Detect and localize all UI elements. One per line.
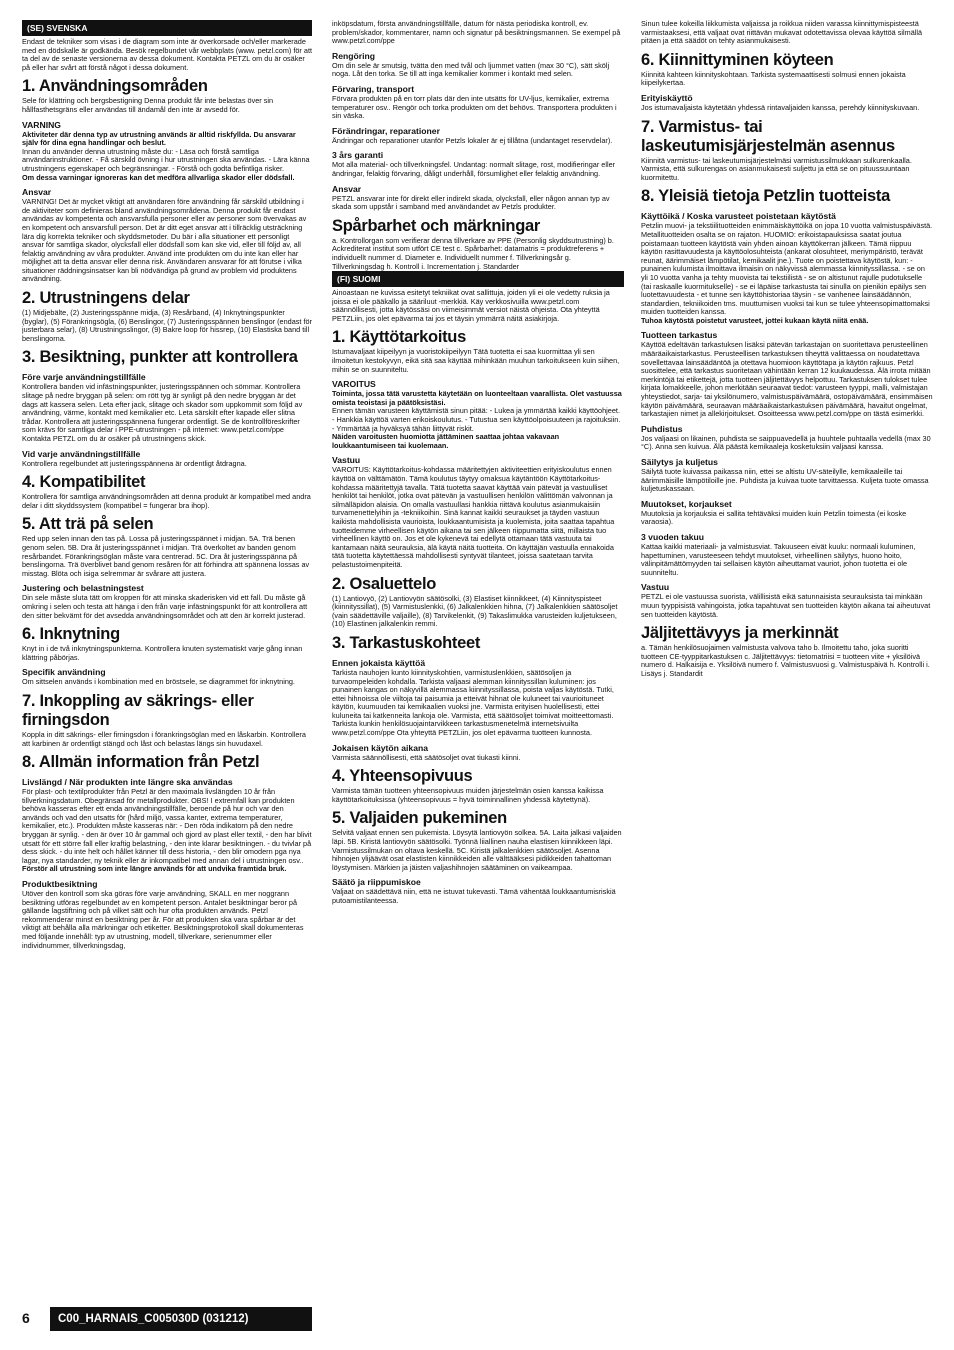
- paragraph: Kontrollera banden vid infästningspunkter, justeringsspännen och sömmar. Kontrollera slitage på nedre bryggan på selen: om rött tyg är synligt på den nedre bryggan är det dags att kassera selen. Leta efter jack, slitage och skador som uppkommit som följd av användning, värme, kontakt med kemikalier etc. Leta särskilt efter kapade eller slitna trådar. Kontrollera att justeringsspännena fungerar ordentligt. Se de kontrollföreskrifter som krävs för samtliga delar i PPE-utrustningen - på internet: www.petzl.com/ppe Kontakta PETZL om du är osäker på utrustningens skick.: [22, 382, 303, 443]
- page-number: 6: [22, 1310, 30, 1326]
- section-heading: 3. Besiktning, punkter att kontrollera: [22, 348, 298, 367]
- paragraph: Kattaa kaikki materiaali- ja valmistusviat. Takuuseen eivät kuulu: normaali kuluminen, hapettuminen, varusteeseen tehdyt muutokset, virheellinen säilytys, huono hoito, välinpitämättömyyden tai sellaisen käytön aiheuttamat vauriot, johon tuotetta ei ole suunniteltu.: [641, 541, 916, 577]
- section-heading: 4. Kompatibilitet: [22, 473, 146, 492]
- subheading: Vid varje användningstillfälle: [22, 448, 141, 459]
- section-heading: 8. Allmän information från Petzl: [22, 753, 260, 772]
- section-heading: 1. Käyttötarkoitus: [332, 328, 466, 347]
- paragraph: För plast- och textilprodukter från Petzl är den maximala livslängden 10 år från tillverkningsdatum. Obegränsad för metallprodukter. OBS! I extremfall kan produkten behöva kasseras efter ett enda användningstillfälle, beroende på hur och var den används och vad den utsatts för (hård miljö, vassa kanter, extrema temperaturer, kemikalier, etc.). Produkten måste kasseras när: - Den röda indikatorn på den nedre bryggan är synlig. - den är över 10 år gammal och gjord av plast eller textil, - den har blivit utsatt för ett större fall eller kraftig belastning, - den inte klarar besiktningen. - du tvivlar på dess skick. - du inte helt och hållet känner till dess historia, - den blir omodern pga nya lagar, nya standarder, ny teknik eller är inkompatibel med annan del i utrustningen osv..: [22, 787, 312, 865]
- paragraph: Valjaat on säädettävä niin, että ne istuvat tukevasti. Tämä vähentää loukkaantumisriskiä putoamistilanteessa.: [332, 887, 616, 905]
- paragraph: Jos valjaasi on likainen, puhdista se saippuavedellä ja huuhtele puhtaalla vedellä (max 30 °C). Anna sen kuivua. Älä päästä kemikaaleja kosketuksiin valjaasi kanssa.: [641, 433, 931, 452]
- section-heading: 6. Inknytning: [22, 625, 120, 644]
- paragraph: Käyttöä edeltävän tarkastuksen lisäksi pätevän tarkastajan on suoritettava perusteellinen määräaikaistarkastus. Perusteellisen tarkastuksen tiheyttä valittaessa on noudatettava sovellettavaa lainsäädäntöä ja otettava huomioon käyttötapa ja käytön rajkuus. Petzl suosittelee, että tarkastus suoritetaan vähintään kerran 12 kuukaudessa. Älä irrota mitään merkintöjä tai etikettejä, jotta tuotteen jäljitettävyys helpottuu. Tarkastuksen tulokset tulee kirjata lomakkeelle, johon merkitään seuraavat tiedot: varusteen tyyppi, malli, valmistajan yhteystiedot, sarja- tai yksilönumero, valmistuspäivämäärä, ostopäivämäärä, ensimmäisen käytön päivämäärä, seuraavan määräaikaistarkastuksen päivämäärä, havaitut ongelmat, tarkastajien nimet ja allekirjoitukset. Osoitteessa www.petzl.com/ppe on tästä esimerkki.: [641, 340, 933, 419]
- paragraph: Sele för klättring och bergsbestigning Denna produkt får inte belastas över sin hållfasthetsgräns eller användas till ändamål den inte är avsedd för.: [22, 96, 274, 114]
- paragraph: Sinun tulee kokeilla liikkumista valjaissa ja roikkua niiden varassa kiinnittymispisteestä varmistaaksesi, että valjaat ovat riittävän mukavat odotettavissa olevaa käyttöä silmällä pitäen ja että säädöt on tehty asianmukaisesti.: [641, 20, 923, 46]
- paragraph: Din sele måste sluta tätt om kroppen för att minska skaderisken vid ett fall. Du måste gå omkring i selen och testa att hänga i den från varje infästningspunkt för att kontrollera att den sitter bekvämt för det avsedda användningsområdet och att den är korrekt justerad.: [22, 593, 308, 620]
- paragraph: PETZL ansvarar inte för direkt eller indirekt skada, olycksfall, eller någon annan typ av skada som uppstår i samband med användandet av Petzls produkter.: [332, 193, 610, 212]
- paragraph: Förvara produkten på en torr plats där den inte utsätts för UV-ljus, kemikalier, extrema temperaturer osv.. Rengör och torka produkten om det behövs. Transportera produkten i sin väska.: [332, 93, 617, 121]
- subheading: Ennen jokaista käyttöä: [332, 657, 426, 668]
- paragraph: Knyt in i de två inknytningspunkterna. Kontrollera knuten systematiskt varje gång innan klättring påbörjas.: [22, 644, 303, 662]
- bold-paragraph: Tuhoa käytöstä poistetut varusteet, jottei kukaan käytä niitä enää.: [641, 315, 869, 325]
- subheading: Säätö ja riippumiskoe: [332, 877, 421, 888]
- subheading: Justering och belastningstest: [22, 583, 144, 594]
- section-heading: 2. Utrustningens delar: [22, 289, 190, 308]
- section-heading: Spårbarhet och märkningar: [332, 216, 540, 235]
- section-heading: 2. Osaluettelo: [332, 574, 437, 593]
- subheading: VARNING: [22, 119, 61, 130]
- document-code: C00_HARNAIS_C005030D (031212): [50, 1307, 312, 1331]
- paragraph: Varmista säännöllisesti, että säätösoljet ovat tiukasti kiinni.: [332, 752, 521, 762]
- column-middle: [332, 20, 624, 906]
- subheading: 3 års garanti: [332, 150, 384, 161]
- subheading: Säilytys ja kuljetus: [641, 457, 718, 467]
- paragraph: Jos istumavaljaista käytetään yhdessä rintavaljaiden kanssa, perehdy kiinnityskuvaan.: [641, 102, 920, 112]
- subheading: Puhdistus: [641, 423, 683, 434]
- paragraph: Kontrollera för samtliga användningsområden att denna produkt är kompatibel med andra delar i ditt skyddssystem (kompatibel = fungerar bra ihop).: [22, 492, 311, 510]
- paragraph: Kontrollera regelbundet att justeringsspännena är ordentligt åtdragna.: [22, 458, 247, 468]
- bold-paragraph: Förstör all utrustning som inte längre används för att undvika framtida bruk.: [22, 864, 287, 874]
- subheading: Förvaring, transport: [332, 83, 415, 94]
- paragraph: Koppla in ditt säkrings- eller firningsdon i förankringsöglan med en låskarbin. Kontrollera att karbinen är ordentligt stängd och låst och belastas längs sin huvudaxel.: [22, 729, 306, 748]
- paragraph: inköpsdatum, första användningstillfälle, datum för nästa periodiska kontroll, ev. problem/skador, kommentarer, namn och signatur på besiktningsmannen. Se exempel på www.petzl.com/ppe: [332, 20, 621, 46]
- subheading: Tuotteen tarkastus: [641, 330, 718, 341]
- paragraph: PETZL ei ole vastuussa suorista, välillisistä eikä satunnaisista seurauksista tai minkään muun tyyppisistä vahingoista, jotka tapahtuvat sen tuotteiden käytön aikana tai aiheutuvat sen tuotteiden käytöstä.: [641, 592, 931, 619]
- section-heading: 1. Användningsområden: [22, 77, 208, 96]
- paragraph: Selvitä valjaat ennen sen pukemista. Löysytä lantiovyön solkea. 5A. Laita jalkasi valjaiden läpi. 5B. Kiristä lantiovyön säätösolki. Työnnä liiallinen nauha elastisen kiinnikkeen läpi. Varmistussilmukan on oltava keskellä. 5C. Kiristä jalkalenkkien säätösoljet. Asenna hihnojen ylijäävät osat elastisten kiinnikkeiden alle välttääksesi pidikkeiden tahattoman löystymisen. Märkien ja jäisten valjashihnojen säätäminen on vaikeampaa.: [332, 828, 622, 872]
- section-heading: 8. Yleisiä tietoja Petzlin tuotteista: [641, 187, 891, 206]
- subheading: Livslängd / När produkten inte längre ska användas: [22, 777, 233, 788]
- page-footer: [22, 1307, 312, 1331]
- language-header: (FI) SUOMI: [332, 271, 624, 287]
- section-heading: 3. Tarkastuskohteet: [332, 633, 481, 652]
- paragraph: Om sittselen används i kombination med en bröstsele, se diagrammet för inknytning.: [22, 677, 295, 687]
- subheading: Jokaisen käytön aikana: [332, 742, 429, 753]
- section-heading: 6. Kiinnittyminen köyteen: [641, 50, 834, 69]
- subheading: Käyttöikä / Koska varusteet poistetaan käytöstä: [641, 211, 836, 222]
- paragraph: a. Tämän henkilösuojaimen valmistusta valvova taho b. Ilmoitettu taho, joka suoritti tuotteen CE-tyyppitarkastuksen c. Jäljitettävyys: tietomatriisi = tuotteen viite + yksilöivä numero d. Halkaisija e. Yksilöivä numero f. Valmistusvuosi g. Valmistuspäivä h. Kontrolli i. Lisäys j. Standardit: [641, 643, 930, 678]
- paragraph: Endast de tekniker som visas i de diagram som inte är överkorsade och/eller markerade med en dödskalle är godkända. Besök regelbundet vår webbplats (www. petzl.com) för att ta del av de senaste versionerna av dessa dokument. Kontakta PETZL om du är osäker på eller har svårt att förstå något i dessa dokument.: [22, 37, 312, 72]
- section-heading: Jäljitettävyys ja merkinnät: [641, 624, 839, 643]
- paragraph: Istumavaljaat kiipeilyyn ja vuoristokiipeilyyn Tätä tuotetta ei saa kuormittaa yli sen ilmoitetun kestokyvyn, eikä sitä saa käyttää mihinkään muuhun tarkoitukseen kuin siihen, mihin se on suunniteltu.: [332, 347, 620, 374]
- section-heading: 5. Valjaiden pukeminen: [332, 809, 507, 828]
- subheading: Förändringar, reparationer: [332, 125, 440, 136]
- paragraph: Säilytä tuote kuivassa paikassa niin, ettei se altistu UV-säteilylle, kemikaaleille tai äärimmäisille lämpötiloille jne. Puhdista ja kuivaa tuote tarvittaessa. Kuljeta tuote omassa kuljetuskassaan.: [641, 467, 929, 494]
- subheading: Ansvar: [332, 183, 362, 194]
- bold-paragraph: Toiminta, jossa tätä varustetta käytetään on luonteeltaan vaarallista. Olet vastuussa omista teoistasi ja päätöksistäsi.: [332, 389, 622, 407]
- subheading: Muutokset, korjaukset: [641, 498, 732, 509]
- paragraph: Varmista tämän tuotteen yhteensopivuus muiden järjestelmän osien kanssa kaikissa käyttötarkoituksissa (yhteensopivuus = hyvä toiminnallinen yhdessä käytettynä).: [332, 786, 604, 804]
- subheading: Ansvar: [22, 187, 52, 198]
- language-header: (SE) SVENSKA: [22, 20, 312, 36]
- subheading: Rengöring: [332, 50, 375, 61]
- paragraph: Ennen tämän varusteen käyttämistä sinun pitää: - Lukea ja ymmärtää kaikki käyttöohjeet. - Hankkia käyttöä varten erikoiskoulutus. - Tutustua sen käyttöolpoisuuteen ja rajoituksiin. - Ymmärtää ja hyväksyä tähän liittyvät riskit.: [332, 406, 621, 433]
- bold-paragraph: Aktiviteter där denna typ av utrustning används är alltid riskfyllda. Du ansvarar själv för dina egna handlingar och beslut.: [22, 129, 296, 148]
- paragraph: Kiinnitä kahteen kiinnityskohtaan. Tarkista systemaattisesti solmusi ennen jokaista kiipeilykertaa.: [641, 69, 906, 88]
- paragraph: VAROITUS: Käyttötarkoitus-kohdassa määritettyjen aktiviteettien erityiskoulutus ennen käyttöä on välttämätön. Tämä koulutus täytyy omaksua käytäntöön Käyttötarkoitus-kohdassa määritettyjä tavalla. Tätä tuotetta saavat käyttää vain pätevät ja vastuulliset henkilöt tai henkilöt, jotka ovat pätevän ja vastuullisen henkilön välittömän valvonnan ja silmälläpidon alaisia. On omalla vastuullasi hankkia riittävä koulutus asianmukaisiin turvamenettelyihin ja -tekniikoihin. Sinä kannat kaikki seuraukset ja täyden vastuun kaikista mahdollisista vaurioista, loukkaantumisista ja kuolemista, joita saattaa tapahtua tuotteidemme virheellisen käytön aikana tai sen jälkeen riippumatta siitä, millaista tuo virheellinen käyttö on. Jos et ole kykenevä tai edellytä ottamaan tätä vastuuta tai kantamaan näitä seurauksia, älä käytä näitä tuotteita. On käyttäjän vastuulla ennakoida tätä tuotetta käytettäessä mahdollisesti syntyvät tilanteet, joissa saatetaan tarvita pelastustoimenpiteitä.: [332, 465, 615, 569]
- paragraph: Red upp selen innan den tas på. Lossa på justeringsspännet i midjan. 5A. Trä benen genom selen. 5B. Dra åt justeringsspännet i midjan. Trä överkoltet av banden genom resårbandet. Förankringsöglan måste vara centrerad. 5C. Dra åt justeringsspänna på benslingorna. Trä överblivet band genom resåren för att förhindra att spännena lossas av misstag. Blöta och isiga selremmar är svårare att justera.: [22, 534, 310, 578]
- subheading: VAROITUS: [332, 379, 376, 390]
- paragraph: a. Kontrollorgan som verifierar denna tillverkare av PPE (Personlig skyddsutrustning) b. Ackrediterat institut som utfört CE test c. Spårbarhet: datamatris = produktreferens + individuellt nummer d. Diameter e. Individuellt nummer f. Tillverkningsår g. Tillverkningsdag h. Kontroll i. Incrementation j. Standarder: [332, 235, 614, 271]
- paragraph: Muutoksia ja korjauksia ei sallita tehtäväksi muiden kuin Petzlin toimesta (ei koske varaosia).: [641, 508, 907, 527]
- bold-paragraph: Näiden varoitusten huomiotta jättäminen saattaa johtaa vakavaan loukkaantumiseen tai kuolemaan.: [332, 432, 560, 450]
- subheading: Före varje användningstillfälle: [22, 372, 146, 383]
- subheading: Produktbesiktning: [22, 879, 98, 890]
- section-heading: 7. Varmistus- tai laskeutumisjärjestelmän asennus: [641, 117, 895, 155]
- paragraph: Innan du använder denna utrustning måste du: - Läsa och förstå samtliga användarinstruktioner. - Få särskild övning i hur utrustningen ska användas. - Lära känna utrustningens egenskaper och begränsningar. - Förstå och godta befintliga risker.: [22, 146, 310, 173]
- paragraph: Kiinnitä varmistus- tai laskeutumisjärjestelmäsi varmistussilmukkaan sulkurenkaalla. Varmista, että sulkurengas on asianmukaisesti suljettu ja että se on pituussuuntaan kuormitettu.: [641, 155, 912, 182]
- bold-paragraph: Om dessa varningar ignoreras kan det medföra allvarliga skador eller dödsfall.: [22, 172, 295, 182]
- section-heading: 5. Att trä på selen: [22, 515, 154, 534]
- paragraph: VARNING! Det är mycket viktigt att användaren före användning får särskild utbildning i de aktiviteter som definieras bland användningsområdena. Denna produkt får endast användas av kompetenta och ansvarsfulla personer eller av personer som övervakas av en kompetent och ansvarsfull person. Det är ditt eget ansvar att i tillräcklig utsträckning lära dig korrekta tekniker och skyddsmetoder. Du bär i alla situationer ett personligt ansvar för samtliga skador, olycksfall eller dödsfall som kan ske vid, eller till följd av, all felaktig användning av våra produkter. Använd inte produkten om du inte kan eller har möjlighet att ta detta ansvar eller denna risk. Användaren ansvarar för att förutse i vilka situationer räddningsinsatser kan bli nödvändiga på grund av problem vid produktens användning.: [22, 197, 307, 284]
- column-left: [22, 20, 312, 950]
- paragraph: Ainoastaan ne kuvissa esitetyt tekniikat ovat sallittuja, joiden yli ei ole vedetty ruksia ja joissa ei ole pääkallo ja sääriluut -merkkiä. Käy verkkosivuilla www.petzl.com säännöllisesti, jotta käytössäsi on viimeisimmät versiot näistä ohjeista. Ota yhteyttä PETZLiin, jos olet epävarma tai jos et täysin ymmärrä näitä asiakirjoja.: [332, 288, 610, 323]
- paragraph: Mot alla material- och tillverkningsfel. Undantag: normalt slitage, rost, modifieringar eller ändringar, felaktig förvaring, dåligt underhåll, försumlighet eller felaktig användning.: [332, 160, 616, 178]
- paragraph: (1) Midjebälte, (2) Justeringsspänne midja, (3) Resårband, (4) Inknytningspunkter (byglar), (5) Förankringsögla, (6) Benslingor, (7) Justeringsspännen benslingor (endast för justerbara selar), (8) Utrustningsslingor, (9) Bakre loop för hissrep, (10) Elastiska band till benslingorna.: [22, 308, 312, 343]
- section-heading: 4. Yhteensopivuus: [332, 767, 473, 786]
- paragraph: Om din sele är smutsig, tvätta den med tvål och ljummet vatten (max 30 °C), sätt skölj noga. Låt den torka. Se till att inga kemikalier kommer i kontakt med selen.: [332, 60, 610, 79]
- paragraph: (1) Lantiovyö, (2) Lantiovyön säätösolki, (3) Elastiset kiinnikkeet, (4) Kiinnityspisteet (kiinnityssillat), (5) Varmistuslenkki, (6) Jalkalenkkien hihna, (7) Jalkalenkkien säätösoljet (vain säädettäville valjaille), (8) Tarvikelenkit, (9) Takaslimukka varusteiden kuljetukseen, (10) Elastinen jalkalenkin remmi.: [332, 593, 618, 629]
- subheading: Specifik användning: [22, 667, 106, 678]
- subheading: Erityiskäyttö: [641, 92, 693, 103]
- subheading: Vastuu: [332, 455, 361, 466]
- subheading: 3 vuoden takuu: [641, 531, 705, 542]
- paragraph: Utöver den kontroll som ska göras före varje användning, SKALL en mer noggrann besiktning utföras regelbundet av en kompetent person. Antalet besiktningar beror på gällande lagstiftning och på vilket sätt och hur ofta produkten används. Petzl rekommenderar minst en besiktning per år. För att produkten ska vara spårbar är det viktigt att behålla alla märkningar och etiketter. Besiktningsprotokoll skall dokumenteras med följande innehåll: typ av utrustning, modell, tillverkare, serienummer eller individnummer, tillverkningsdag,: [22, 889, 304, 950]
- paragraph: Petzlin muovi- ja tekstiilituotteiden enimmäiskäyttöikä on jopa 10 vuotta valmistuspäivästä. Metallituotteiden osalta se on rajaton. HUOMIO: erikoistapauksissa saatat joutua poistamaan tuotteen käytöstä vain yhden ainoan käyttökerran jälkeen. Tämä riippuu käytön rasittavuudesta ja käyttöolosuhteista (ankarat olosuhteet, meriympäristö, terävät reunat, äärimmäiset lämpötilat, kemikaalit jne.). Tuote on poistettava käytöstä, kun: - punainen kulumista ilmoittava ilmaisin on näkyvissä alemmassa kiinnityssillassa. - se on yli 10 vuotta vanha ja tehty muovista tai tekstiilistä - se on altistunut rajulle pudotukselle (tai raskaalle kuormitukselle) - se ei läpäise tarkastusta tai sinulla on pienikin epäilys sen luotettavuudesta - et tunne sen käyttöhistoriaa täysin - se vanhenee lainsäädännön, standardien, tekniikoiden tms. muuttumisen vuoksi tai kun se tulee yhteensopimattomaksi muiden tuotteiden kanssa.: [641, 221, 933, 317]
- section-heading: 7. Inkoppling av säkrings- eller firningsdon: [22, 691, 254, 729]
- paragraph: Tarkista nauhojen kunto kiinnityskohtien, varmistuslenkkien, säätösoljen ja turvaompeleiden kohdalla. Tarkista valjaasi alemman kiinnityssillan kuluminen: jos punainen kangas on näkyvillä alemmassa kiinnityssillassa, poista valjas käytöstä. Tutki, ettei hihnoissa ole viiltoja tai paisumia ja etteivät hihnat ole kuluneet tai vaurioituneet käytön, kuumuuden tai kemikaalien vuoksi jne. Varmista erityisen huolellisesti, ettei kuluneita tai katkenneita lankoja ole. Varmista, että säätösoljet toimivat moitteettomasti. Tarkista kunkin henkilösuojaintarvikkeen tarkastusmenetelmä internetsivuilta www.petzl.com/ppe Ota yhteyttä PETZLiin, jos olet epävarma tuotteen kunnosta.: [332, 667, 614, 738]
- subheading: Vastuu: [641, 582, 670, 593]
- column-right: [641, 20, 933, 679]
- paragraph: Ändringar och reparationer utanför Petzls lokaler är ej tillåtna (undantaget reservdelar).: [332, 135, 613, 145]
